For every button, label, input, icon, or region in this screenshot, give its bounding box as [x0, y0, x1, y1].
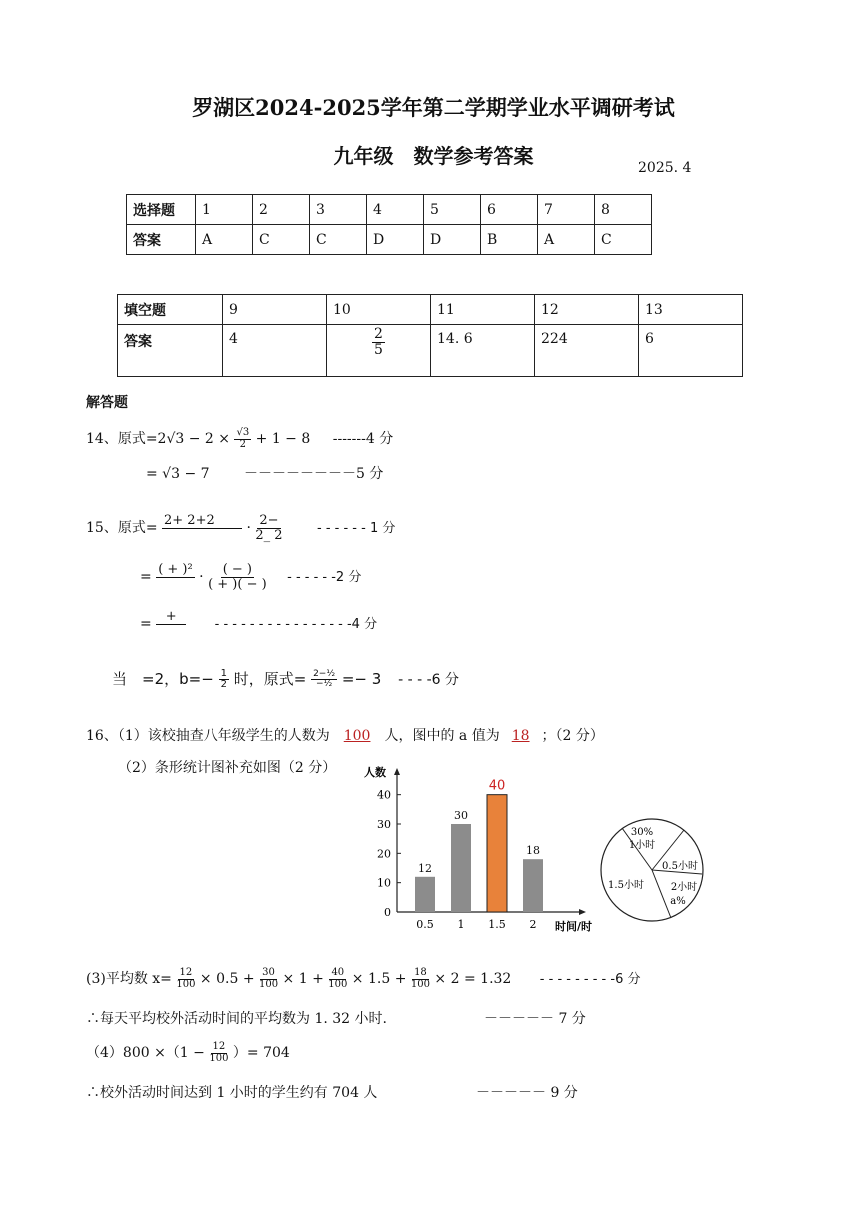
q15-line3: = + - - - - - - - - - - - - - - - -4 分 — [140, 610, 377, 638]
table-cell: 1 — [196, 195, 253, 225]
q16-conclusion4: ∴校外活动时间达到 1 小时的学生约有 704 人 — [86, 1085, 378, 1101]
bar-value-label: 30 — [454, 809, 468, 822]
pie-label: a% — [670, 896, 686, 907]
page-title: 罗湖区2024-2025学年第二学期学业水平调研考试 — [192, 95, 675, 120]
score-mark: －－－－－ 7 分 — [484, 1011, 586, 1027]
table-cell: A — [538, 225, 595, 255]
q16-part4: （4）800 ×（1 − $\frac{12}{100}$ ）= 704 — [86, 1041, 290, 1064]
table-cell: A — [196, 225, 253, 255]
table-cell: 12 — [535, 295, 639, 325]
section-title: 解答题 — [86, 395, 128, 411]
bar — [523, 859, 543, 912]
q16-conclusion3: ∴每天平均校外活动时间的平均数为 1. 32 小时. — [86, 1011, 387, 1027]
pie-label: 1.5小时 — [608, 880, 644, 891]
fraction: $\frac{1}{2}$ — [220, 667, 227, 690]
table-cell: 3 — [310, 195, 367, 225]
table-header-cell: 答案 — [118, 325, 223, 377]
table-cell: 14. 6 — [431, 325, 535, 377]
table-cell: 4 — [367, 195, 424, 225]
fraction: $\frac{2-}{2\_ 2}$ — [255, 513, 283, 543]
fraction: $\frac{( - )}{( + )( - )}$ — [208, 562, 267, 592]
q16-part1: 16、（1）该校抽查八年级学生的人数为 100 人，图中的 a 值为 18 ；（2 分） — [86, 728, 604, 744]
table-header-cell: 答案 — [127, 225, 196, 255]
table-cell: D — [424, 225, 481, 255]
q15-line2: = ( + )² · $\frac{( - )}{( + )( - )}$ - - - - - -2 分 — [140, 562, 362, 592]
table-header-cell: 填空题 — [118, 295, 223, 325]
bar-value-label: 12 — [418, 861, 432, 875]
bar-chart — [355, 758, 605, 933]
bar-value-label: 40 — [488, 778, 506, 794]
table-cell: 7 — [538, 195, 595, 225]
x-tick-label: 1.5 — [488, 918, 506, 931]
score-mark: -------4 分 — [332, 431, 394, 447]
fraction: 2+ 2+2 — [162, 514, 242, 542]
table-cell: 4 — [223, 325, 327, 377]
y-tick-label: 0 — [384, 906, 391, 919]
page-subtitle: 九年级 数学参考答案 — [333, 144, 534, 168]
y-axis-label: 人数 — [364, 766, 386, 779]
pie-label: 0.5小时 — [662, 861, 698, 872]
pie-label: 30% — [630, 827, 654, 838]
table-row — [118, 325, 743, 377]
x-axis-label: 时间/时 — [555, 920, 593, 933]
score-mark: - - - - - - - - -6 分 — [539, 972, 641, 987]
table-cell: 8 — [595, 195, 652, 225]
score-mark: - - - - - - 1 分 — [317, 521, 396, 537]
y-tick-label: 30 — [377, 818, 391, 831]
table-cell: 6 — [639, 325, 743, 377]
score-mark: - - - -6 分 — [398, 672, 460, 688]
pie-label: 2小时 — [670, 882, 698, 893]
q14-line1: 14、原式=2√3 − 2 × $\frac{√3}{2}$ + 1 − 8 -------4 分 — [86, 427, 394, 450]
fraction: + — [156, 610, 186, 638]
x-tick-label: 0.5 — [416, 918, 434, 931]
x-tick-label: 2 — [529, 918, 537, 931]
x-axis-arrow — [579, 909, 586, 915]
y-tick-label: 10 — [377, 876, 391, 890]
answer-blank: 18 — [511, 728, 530, 744]
score-mark: －－－－－－－－5 分 — [244, 466, 384, 482]
q15-line4: 当 =2，b=− $\frac{1}{2}$ 时，原式= $\frac{\text{2−½}}{\text{−½}}$ =− 3 - - - -6 分 — [112, 667, 460, 690]
score-mark: - - - - - -2 分 — [287, 570, 362, 586]
table-cell: 10 — [327, 295, 431, 325]
y-tick-label: 20 — [377, 847, 391, 861]
table-row — [127, 225, 652, 255]
table-row — [118, 295, 743, 325]
answer-blank: 100 — [343, 728, 371, 744]
pie-chart — [596, 814, 708, 924]
table-cell-fraction — [327, 325, 431, 377]
pie-divider — [652, 870, 671, 918]
bar — [415, 877, 435, 912]
multiple-choice-table — [126, 194, 652, 255]
q15-line1: 15、原式= 2+ 2+2 · $\frac{2-}{2\_ 2}$ - - - - - - 1 分 — [86, 513, 396, 543]
fraction: ( + )² — [158, 562, 193, 577]
table-cell: 13 — [639, 295, 743, 325]
table-cell: 11 — [431, 295, 535, 325]
q16-part2: （2）条形统计图补充如图（2 分） — [118, 760, 337, 776]
table-cell: 2 — [253, 195, 310, 225]
table-cell: 224 — [535, 325, 639, 377]
bar — [451, 824, 471, 912]
table-header-cell: 选择题 — [127, 195, 196, 225]
table-cell: C — [253, 225, 310, 255]
table-cell: C — [595, 225, 652, 255]
bar — [487, 795, 507, 912]
table-cell: 9 — [223, 295, 327, 325]
x-tick-label: 1 — [457, 918, 465, 931]
y-axis-arrow — [394, 768, 400, 775]
fraction: $\frac{12}{100}$ — [209, 1041, 229, 1064]
score-mark: －－－－－ 9 分 — [476, 1085, 578, 1101]
y-tick-label: 40 — [377, 788, 391, 802]
exam-date: 2025. 4 — [638, 160, 692, 176]
q14-line2: = √3 − 7 －－－－－－－－5 分 — [146, 466, 384, 482]
table-cell: D — [367, 225, 424, 255]
table-cell: C — [310, 225, 367, 255]
bar-value-label: 18 — [526, 844, 540, 858]
fraction: $\frac{√3}{2}$ — [236, 427, 250, 450]
table-cell: B — [481, 225, 538, 255]
table-cell: 5 — [424, 195, 481, 225]
fill-blank-table — [117, 294, 743, 377]
q16-part3: (3)平均数 x= $\frac{12}{100}$ × 0.5 + $\frac{30}{100}$ × 1 + $\frac{40}{100}$ × 1.5 + $\frac{18}{100}$ × 2 = 1.32 - - - - - - - - -6 分 — [86, 967, 641, 990]
pie-label: 1小时 — [628, 840, 656, 851]
score-mark: - - - - - - - - - - - - - - - -4 分 — [214, 617, 378, 633]
fraction: $\frac{\text{2−½}}{\text{−½}}$ — [313, 668, 336, 689]
table-row — [127, 195, 652, 225]
fraction: $\frac{2}{5}$ — [374, 326, 383, 358]
table-cell: 6 — [481, 195, 538, 225]
